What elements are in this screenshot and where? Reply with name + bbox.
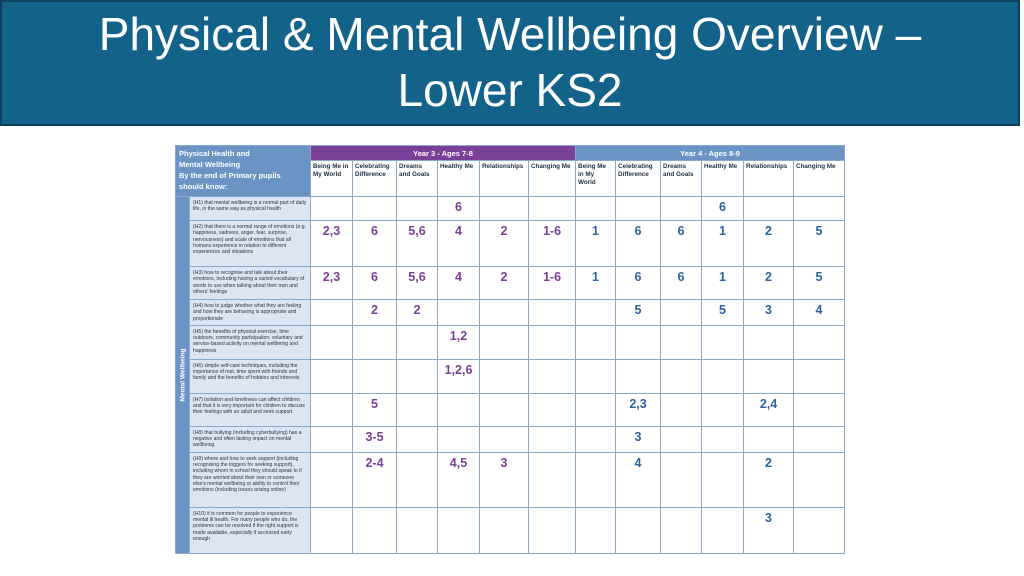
year4-value-cell bbox=[661, 197, 702, 221]
column-header: Celebrating Difference bbox=[353, 161, 397, 197]
year4-value-cell: 3 bbox=[744, 507, 794, 553]
statement-cell: (H7) isolation and loneliness can affect children and that it is very important for children to discuss their feelings with an adult and seek support bbox=[190, 393, 311, 426]
year3-value-cell bbox=[438, 300, 480, 326]
year4-value-cell: 2 bbox=[744, 267, 794, 300]
year4-value-cell: 6 bbox=[661, 221, 702, 267]
year4-value-cell: 6 bbox=[616, 267, 661, 300]
table-row bbox=[176, 426, 845, 452]
year4-value-cell bbox=[661, 359, 702, 393]
year4-value-cell bbox=[576, 452, 616, 507]
year3-value-cell: 3-5 bbox=[353, 426, 397, 452]
year3-value-cell bbox=[311, 426, 353, 452]
year3-value-cell bbox=[311, 452, 353, 507]
year4-value-cell bbox=[616, 359, 661, 393]
year3-value-cell: 2 bbox=[480, 221, 529, 267]
year3-value-cell bbox=[529, 325, 576, 359]
year4-value-cell: 2 bbox=[744, 452, 794, 507]
year4-value-cell bbox=[576, 300, 616, 326]
column-header: Dreams and Goals bbox=[661, 161, 702, 197]
year3-value-cell: 2-4 bbox=[353, 452, 397, 507]
year4-value-cell: 5 bbox=[702, 300, 744, 326]
year4-value-cell bbox=[661, 507, 702, 553]
year3-value-cell bbox=[438, 393, 480, 426]
year3-value-cell bbox=[397, 452, 438, 507]
corner-line: Mental Wellbeing bbox=[179, 160, 241, 169]
year4-value-cell: 6 bbox=[702, 197, 744, 221]
column-header: Changing Me bbox=[794, 161, 845, 197]
table-row bbox=[176, 221, 845, 267]
column-header: Relationships bbox=[480, 161, 529, 197]
year4-value-cell: 3 bbox=[744, 300, 794, 326]
year4-value-cell bbox=[794, 393, 845, 426]
year3-value-cell bbox=[529, 393, 576, 426]
table-row bbox=[176, 507, 845, 553]
year3-value-cell: 6 bbox=[438, 197, 480, 221]
corner-line: should know: bbox=[179, 182, 228, 191]
year4-value-cell bbox=[702, 507, 744, 553]
year3-value-cell: 3 bbox=[480, 452, 529, 507]
wellbeing-overview-table bbox=[175, 145, 845, 554]
year4-value-cell: 5 bbox=[794, 267, 845, 300]
year3-value-cell bbox=[529, 359, 576, 393]
year3-value-cell: 1-6 bbox=[529, 221, 576, 267]
slide-title-banner bbox=[0, 0, 1020, 126]
year4-value-cell: 2 bbox=[744, 221, 794, 267]
column-header: Healthy Me bbox=[438, 161, 480, 197]
year3-value-cell bbox=[438, 507, 480, 553]
year4-value-cell: 4 bbox=[616, 452, 661, 507]
year4-value-cell bbox=[794, 507, 845, 553]
side-label-text: Mental Wellbeing bbox=[179, 348, 186, 402]
year4-value-cell bbox=[794, 426, 845, 452]
statement-cell: (H8) that bullying (including cyberbullying) has a negative and often lasting impact on mental wellbeing bbox=[190, 426, 311, 452]
slide-title-line-1: Physical & Mental Wellbeing Overview – bbox=[98, 8, 922, 60]
year3-value-cell: 2 bbox=[353, 300, 397, 326]
year3-value-cell: 4,5 bbox=[438, 452, 480, 507]
year3-value-cell bbox=[529, 452, 576, 507]
statement-cell: (H3) how to recognise and talk about their emotions, including having a varied vocabulary of words to use when talking about their own and others' feelings bbox=[190, 267, 311, 300]
year4-value-cell: 1 bbox=[702, 221, 744, 267]
year3-value-cell: 5,6 bbox=[397, 221, 438, 267]
year3-value-cell bbox=[397, 393, 438, 426]
year4-value-cell bbox=[794, 197, 845, 221]
year4-value-cell: 1 bbox=[576, 267, 616, 300]
year4-value-cell bbox=[616, 197, 661, 221]
year4-value-cell: 3 bbox=[616, 426, 661, 452]
table-row bbox=[176, 325, 845, 359]
year3-value-cell bbox=[480, 426, 529, 452]
year4-value-cell bbox=[661, 393, 702, 426]
year3-value-cell bbox=[529, 507, 576, 553]
statement-cell: (H4) how to judge whether what they are feeling and how they are behaving is appropriate and proportionate bbox=[190, 300, 311, 326]
year4-value-cell bbox=[576, 507, 616, 553]
year4-value-cell: 6 bbox=[661, 267, 702, 300]
year4-value-cell bbox=[702, 325, 744, 359]
statement-cell: (H1) that mental wellbeing is a normal part of daily life, in the same way as physical health bbox=[190, 197, 311, 221]
table-row bbox=[176, 393, 845, 426]
year4-value-cell: 5 bbox=[616, 300, 661, 326]
column-header: Relationships bbox=[744, 161, 794, 197]
column-header: Healthy Me bbox=[702, 161, 744, 197]
statement-cell: (H5) the benefits of physical exercise, time outdoors, community participation, voluntary and service-based activity on mental wellbeing and happiness bbox=[190, 325, 311, 359]
year3-value-cell bbox=[438, 426, 480, 452]
year3-value-cell: 2,3 bbox=[311, 267, 353, 300]
year4-value-cell bbox=[702, 393, 744, 426]
year4-header: Year 4 - Ages 8-9 bbox=[576, 146, 845, 161]
year3-value-cell bbox=[480, 300, 529, 326]
year4-value-cell bbox=[794, 359, 845, 393]
table-row bbox=[176, 267, 845, 300]
year3-value-cell bbox=[480, 325, 529, 359]
year3-value-cell: 6 bbox=[353, 267, 397, 300]
year4-value-cell bbox=[576, 393, 616, 426]
year3-value-cell bbox=[397, 359, 438, 393]
year4-value-cell bbox=[616, 325, 661, 359]
year3-value-cell bbox=[311, 300, 353, 326]
year4-value-cell bbox=[661, 325, 702, 359]
year4-value-cell bbox=[744, 426, 794, 452]
column-header: Being Me in My World bbox=[576, 161, 616, 197]
year4-value-cell bbox=[576, 426, 616, 452]
year3-value-cell bbox=[397, 325, 438, 359]
year4-value-cell bbox=[744, 325, 794, 359]
statement-cell: (H6) simple self-care techniques, including the importance of rest, time spent with friends and family and the benefits of hobbies and interests bbox=[190, 359, 311, 393]
year3-value-cell bbox=[311, 325, 353, 359]
slide-title-line-2: Lower KS2 bbox=[397, 64, 623, 116]
year4-value-cell bbox=[794, 452, 845, 507]
column-header: Celebrating Difference bbox=[616, 161, 661, 197]
year4-value-cell bbox=[744, 197, 794, 221]
year3-value-cell bbox=[480, 507, 529, 553]
year3-value-cell bbox=[353, 507, 397, 553]
year3-value-cell bbox=[480, 393, 529, 426]
year3-value-cell bbox=[353, 325, 397, 359]
year3-value-cell: 2 bbox=[480, 267, 529, 300]
year4-value-cell bbox=[702, 426, 744, 452]
year3-value-cell bbox=[529, 300, 576, 326]
year3-value-cell: 2 bbox=[397, 300, 438, 326]
year3-value-cell bbox=[311, 507, 353, 553]
year3-value-cell: 5,6 bbox=[397, 267, 438, 300]
year3-value-cell bbox=[480, 197, 529, 221]
year3-value-cell: 4 bbox=[438, 267, 480, 300]
statement-cell: (H9) where and how to seek support (including recognising the triggers for seeking support), including whom in school they should speak to if they are worried about their own or someone else's mental wellbeing or ability to control their emotions (including issues arising online) bbox=[190, 452, 311, 507]
column-header: Changing Me bbox=[529, 161, 576, 197]
corner-line: By the end of Primary pupils bbox=[179, 171, 281, 180]
year3-header: Year 3 - Ages 7-8 bbox=[311, 146, 576, 161]
year4-value-cell bbox=[576, 325, 616, 359]
year4-value-cell bbox=[702, 359, 744, 393]
year4-value-cell bbox=[702, 452, 744, 507]
year4-value-cell bbox=[794, 325, 845, 359]
year4-value-cell: 6 bbox=[616, 221, 661, 267]
table-body bbox=[176, 197, 845, 554]
column-header: Dreams and Goals bbox=[397, 161, 438, 197]
year4-value-cell bbox=[661, 300, 702, 326]
year3-value-cell bbox=[529, 426, 576, 452]
table-row bbox=[176, 359, 845, 393]
year3-value-cell bbox=[311, 393, 353, 426]
statement-cell: (H10) it is common for people to experience mental ill health. For many people who do, the problems can be resolved if the right support is made available, especially if accessed early enough bbox=[190, 507, 311, 553]
year4-value-cell: 2,4 bbox=[744, 393, 794, 426]
year3-value-cell bbox=[397, 426, 438, 452]
year3-value-cell bbox=[397, 197, 438, 221]
corner-line: Physical Health and bbox=[179, 149, 250, 158]
year3-value-cell bbox=[397, 507, 438, 553]
year4-value-cell: 1 bbox=[702, 267, 744, 300]
year3-value-cell bbox=[480, 359, 529, 393]
mental-wellbeing-side-label bbox=[176, 197, 190, 554]
year3-value-cell: 4 bbox=[438, 221, 480, 267]
year4-value-cell bbox=[744, 359, 794, 393]
year4-value-cell bbox=[616, 507, 661, 553]
year4-value-cell bbox=[576, 197, 616, 221]
year4-value-cell: 5 bbox=[794, 221, 845, 267]
year3-value-cell bbox=[311, 197, 353, 221]
column-header: Being Me in My World bbox=[311, 161, 353, 197]
year3-value-cell: 2,3 bbox=[311, 221, 353, 267]
year3-value-cell: 5 bbox=[353, 393, 397, 426]
year4-value-cell: 1 bbox=[576, 221, 616, 267]
year4-value-cell bbox=[661, 452, 702, 507]
year4-value-cell bbox=[661, 426, 702, 452]
year3-value-cell: 1-6 bbox=[529, 267, 576, 300]
year3-value-cell: 1,2 bbox=[438, 325, 480, 359]
year3-value-cell: 6 bbox=[353, 221, 397, 267]
table-row bbox=[176, 452, 845, 507]
statement-cell: (H2) that there is a normal range of emotions (e.g. happiness, sadness, anger, fear, surprise, nervousness) and scale of emotions that all humans experience in relation to different experiences and situations bbox=[190, 221, 311, 267]
year4-value-cell: 2,3 bbox=[616, 393, 661, 426]
year3-value-cell bbox=[353, 359, 397, 393]
year4-value-cell bbox=[576, 359, 616, 393]
table-row bbox=[176, 197, 845, 221]
table-corner-header bbox=[176, 146, 311, 197]
year3-value-cell bbox=[529, 197, 576, 221]
year4-value-cell: 4 bbox=[794, 300, 845, 326]
table-row bbox=[176, 300, 845, 326]
year3-value-cell bbox=[311, 359, 353, 393]
year3-value-cell: 1,2,6 bbox=[438, 359, 480, 393]
year3-value-cell bbox=[353, 197, 397, 221]
